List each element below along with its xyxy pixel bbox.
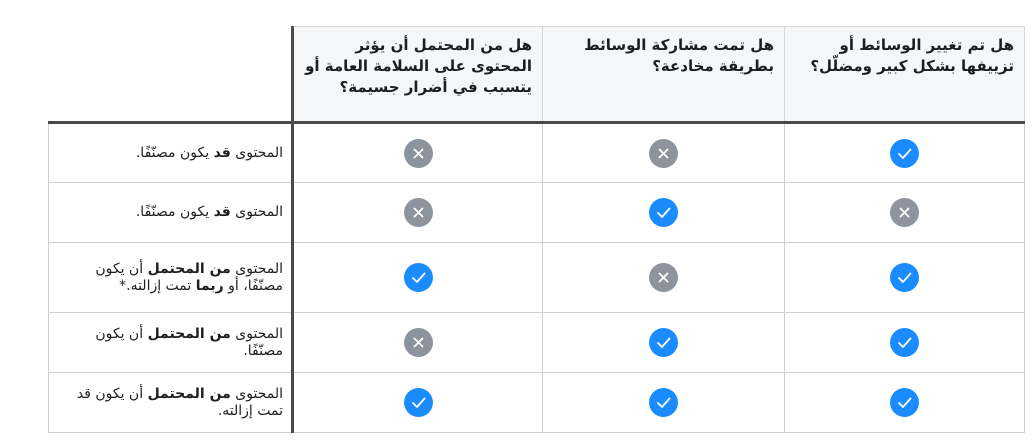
cell-public-safety: [293, 243, 543, 313]
checkmark-icon: [404, 263, 433, 292]
cell-public-safety: [293, 123, 543, 183]
cell-altered-media: [785, 183, 1025, 243]
table-row: [49, 183, 1025, 243]
cell-altered-media: [785, 243, 1025, 313]
cell-public-safety: [293, 183, 543, 243]
row-label: المحتوى من المحتمل أن يكون مصنّفًا.: [49, 313, 293, 373]
row-label: المحتوى من المحتمل أن يكون قد تمت إزالته.: [49, 373, 293, 433]
row-label: المحتوى قد يكون مصنّفًا.: [49, 183, 293, 243]
table-row: [49, 313, 1025, 373]
checkmark-icon: [404, 388, 433, 417]
cell-deceptive-sharing: [543, 313, 785, 373]
header-deceptive-sharing: هل تمت مشاركة الوسائط بطريقة مخادعة؟: [543, 27, 785, 123]
checkmark-icon: [890, 263, 919, 292]
x-icon: [649, 139, 678, 168]
cell-altered-media: [785, 123, 1025, 183]
cell-altered-media: [785, 313, 1025, 373]
cell-altered-media: [785, 373, 1025, 433]
header-row: [49, 27, 1025, 123]
checkmark-icon: [890, 388, 919, 417]
x-icon: [649, 263, 678, 292]
cell-deceptive-sharing: [543, 183, 785, 243]
cell-deceptive-sharing: [543, 373, 785, 433]
row-label: المحتوى قد يكون مصنّفًا.: [49, 123, 293, 183]
policy-matrix-table: [48, 26, 1025, 433]
x-icon: [404, 198, 433, 227]
corner-cell: [49, 27, 293, 123]
checkmark-icon: [649, 388, 678, 417]
checkmark-icon: [890, 328, 919, 357]
cell-deceptive-sharing: [543, 123, 785, 183]
x-icon: [404, 139, 433, 168]
header-altered-media: هل تم تغيير الوسائط أو تزييفها بشكل كبير ومضلّل؟: [785, 27, 1025, 123]
x-icon: [404, 328, 433, 357]
table-row: [49, 243, 1025, 313]
cell-public-safety: [293, 313, 543, 373]
checkmark-icon: [890, 139, 919, 168]
row-label: المحتوى من المحتمل أن يكون مصنّفًا، أو ربما تمت إزالته.*: [49, 243, 293, 313]
checkmark-icon: [649, 198, 678, 227]
checkmark-icon: [649, 328, 678, 357]
header-public-safety: هل من المحتمل أن يؤثر المحتوى على السلامة العامة أو يتسبب في أضرار جسيمة؟: [293, 27, 543, 123]
cell-public-safety: [293, 373, 543, 433]
x-icon: [890, 198, 919, 227]
cell-deceptive-sharing: [543, 243, 785, 313]
table-row: [49, 373, 1025, 433]
table-row: [49, 123, 1025, 183]
